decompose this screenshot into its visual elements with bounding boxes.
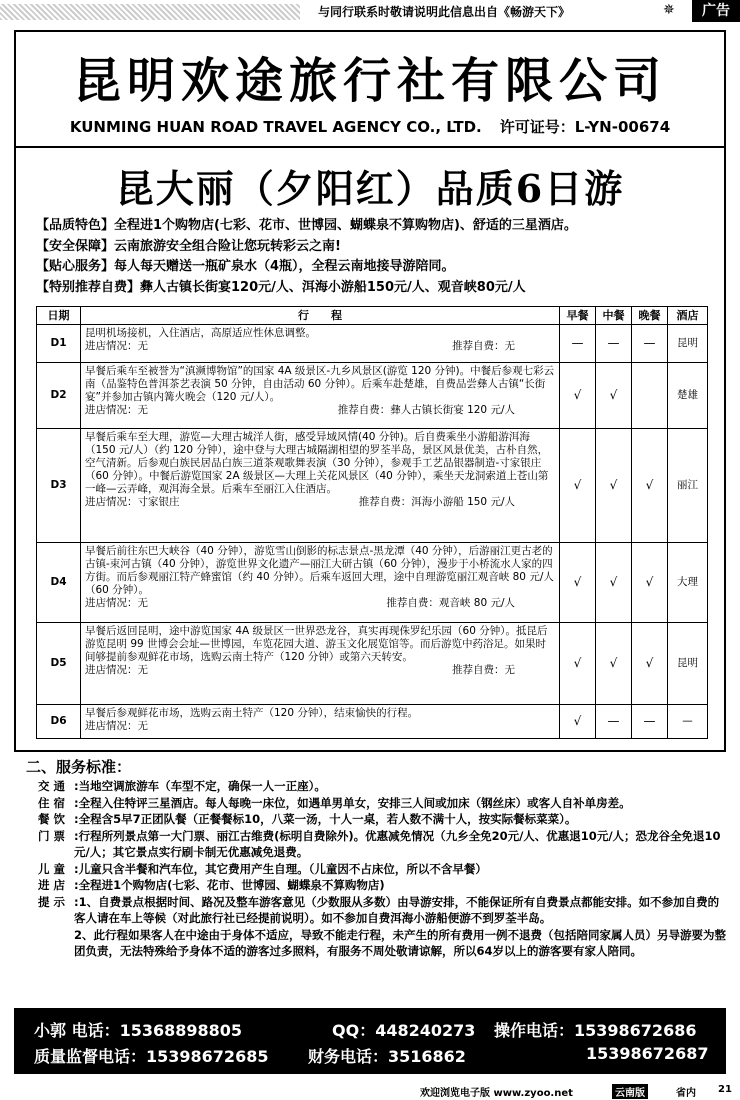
star-icon: ✵ [663, 2, 675, 18]
itinerary-cell [81, 325, 560, 363]
lunch-cell: — [596, 325, 632, 363]
standard-key: 住 宿 [38, 795, 66, 810]
company-name: 昆明欢途旅行社有限公司 [72, 53, 667, 109]
contact-quality: 质量监督电话：15398672685 [34, 1047, 269, 1066]
service-standards-title: 二、服务标准： [26, 758, 132, 776]
recommended-extras: 推荐自费：彝人古镇长街宴 120 元/人 [337, 404, 515, 416]
standard-row [38, 894, 728, 927]
shopping-status: 进店情况：无 [85, 720, 148, 732]
breakfast-cell: — [560, 325, 596, 363]
day-cell: D5 [37, 623, 81, 705]
itinerary-table [36, 306, 708, 739]
footer-brand: 云南版 [612, 1084, 648, 1099]
dinner-cell: — [632, 325, 668, 363]
lunch-cell: √ [596, 363, 632, 429]
header-lunch: 中餐 [596, 307, 632, 325]
standard-key: 儿 童 [38, 861, 66, 876]
standard-tip-2 [38, 927, 728, 960]
day-cell: D4 [37, 543, 81, 623]
lunch-cell: √ [596, 623, 632, 705]
lunch-cell: √ [596, 429, 632, 543]
header-itinerary: 行 程 [81, 307, 560, 325]
hotel-cell: 大理 [668, 543, 708, 623]
shopping-status: 进店情况：无 [85, 340, 148, 352]
ad-label: 广告 [692, 0, 740, 22]
standard-key: 提 示 [38, 894, 66, 909]
recommended-extras: 推荐自费：洱海小游船 150 元/人 [358, 496, 515, 508]
breakfast-cell: √ [560, 363, 596, 429]
contact-band [14, 1008, 726, 1074]
breakfast-cell: √ [560, 429, 596, 543]
hatch-pattern [0, 4, 300, 20]
tour-title: 昆大丽（夕阳红）品质6日游 [115, 166, 625, 211]
dinner-cell: √ [632, 623, 668, 705]
standard-key: 门 票 [38, 828, 66, 843]
table-header-row [37, 307, 708, 325]
day-cell: D3 [37, 429, 81, 543]
contact-finance: 财务电话：3516862 [308, 1047, 466, 1066]
standard-key: 交 通 [38, 779, 66, 793]
shopping-status: 进店情况：无 [85, 664, 148, 676]
header-breakfast: 早餐 [560, 307, 596, 325]
standard-row [38, 778, 728, 795]
lunch-cell: — [596, 705, 632, 739]
shopping-status: 进店情况：无 [85, 404, 148, 416]
shopping-status: 进店情况：寸家银庄 [85, 496, 180, 508]
table-row [37, 705, 708, 739]
table-row [37, 623, 708, 705]
footer-site: 欢迎浏览电子版 www.zyoo.net [420, 1088, 573, 1099]
standard-value: :全程入住特评三星酒店。每人每晚一床位，如遇单男单女，安排三人间或加床（钢丝床）或客人自补单房差。 [74, 795, 631, 810]
standard-value: :行程所列景点第一大门票、丽江古维费(标明自费除外)。优惠减免情况（九乡全免20元/人、优惠退10元/人；恐龙谷全免退10元/人；其它景点实行刷卡制无优惠减免退费。 [74, 828, 721, 859]
breakfast-cell: √ [560, 705, 596, 739]
contact-operations: 操作电话：15398672686 [494, 1021, 697, 1040]
dinner-cell: — [632, 705, 668, 739]
standard-value: 2、此行程如果客人在中途由于身体不适应，导致不能走行程，未产生的所有费用一例不退费（包括陪同家属人员）另导游要为整团负责，无法特殊给予身体不适的游客过多照料，有服务不周处敬请谅解，所以64岁以上的游客要有家人陪同。 [74, 927, 726, 958]
day-cell: D1 [37, 325, 81, 363]
standard-value: :儿童只含半餐和汽车位，其它费用产生自理。（儿童因不占床位，所以不含早餐） [74, 861, 487, 876]
itinerary-text: 早餐后参观鲜花市场，选购云南土特产（120 分钟），结束愉快的行程。 [85, 707, 419, 719]
standard-row [38, 877, 728, 894]
standard-row [38, 828, 728, 861]
company-english-name: KUNMING HUAN ROAD TRAVEL AGENCY CO., LTD. [69, 118, 482, 136]
contact-xiaoguo: 小郭 电话：15368898805 [34, 1021, 243, 1040]
hotel-cell: — [668, 705, 708, 739]
standard-value: :1、自费景点根据时间、路况及整车游客意见（少数服从多数）由导游安排，不能保证所有自费景点都能安排。如不参加自费的客人请在车上等候（对此旅行社已经提前说明）。如不参加自费洱海小游船便游不到罗荃半岛。 [74, 894, 720, 925]
itinerary-text: 早餐后前往东巴大峡谷（40 分钟），游览雪山倒影的标志景点-黑龙潭（40 分钟），后游丽江更古老的古镇-束河古镇（40 分钟），游览世界文化遗产—丽江大研古镇（60 分钟），漫步于小桥流水人家的四方街。而后参观丽江特产蜂蜜馆（约 40 分钟）。后乘车返回大理，途中自理游览丽江观音峡 80 元/人（60 分钟）。 [85, 545, 554, 596]
standard-row [38, 795, 728, 812]
page-footer [0, 1080, 740, 1100]
company-english-line [16, 116, 724, 137]
table-row [37, 543, 708, 623]
feature-item: 【品质特色】全程进1个购物店(七彩、花市、世博园、蝴蝶泉不算购物店)、舒适的三星酒店。 [36, 218, 577, 233]
contact-operations-2: 15398672687 [586, 1044, 709, 1063]
feature-item: 【安全保障】云南旅游安全组合险让您玩转彩云之南! [36, 238, 341, 254]
hotel-cell: 楚雄 [668, 363, 708, 429]
table-row [37, 429, 708, 543]
day-cell: D6 [37, 705, 81, 739]
lunch-cell: √ [596, 543, 632, 623]
table-row [37, 325, 708, 363]
hotel-cell: 丽江 [668, 429, 708, 543]
shopping-status: 进店情况：无 [85, 597, 148, 609]
standard-value: :当地空调旅游车（车型不定，确保一人一正座）。 [74, 779, 326, 793]
standard-row [38, 811, 728, 828]
day-cell: D2 [37, 363, 81, 429]
footer-section: 省内 [676, 1088, 696, 1099]
itinerary-text: 早餐后乘车至大理，游览—大理古城洋人街，感受异域风情(40 分钟)。后自费乘坐小游船游洱海（150 元/人）（约 120 分钟），途中登与大理古城隔湖相望的罗荃半岛，景区风景优美，古朴自然，空气清新。后参观白族民居品白族三道茶观歌舞表演（30 分钟），参观手工艺品银器制造-寸家银庄（60 分钟）。中餐后游览国家 2A 级景区—大理上关花风景区（40 分钟），乘坐天龙洞索道上苍山第一峰—云弄峰，观洱海全景。后乘车至丽江入住酒店。 [85, 431, 549, 495]
hotel-cell: 昆明 [668, 623, 708, 705]
recommended-extras: 推荐自费：观音峡 80 元/人 [386, 597, 515, 609]
itinerary-text: 昆明机场接机，入住酒店，高原适应性休息调整。 [85, 327, 316, 339]
service-standards [38, 778, 728, 960]
header-hotel: 酒店 [668, 307, 708, 325]
breakfast-cell: √ [560, 543, 596, 623]
top-notice-strip [0, 0, 740, 22]
standard-row [38, 861, 728, 878]
recommended-extras: 推荐自费：无 [452, 664, 515, 676]
feature-item: 【特别推荐自费】彝人古镇长街宴120元/人、洱海小游船150元/人、观音峡80元/人 [36, 279, 526, 295]
company-header [14, 30, 726, 146]
recommended-extras: 推荐自费：无 [452, 340, 515, 352]
breakfast-cell: √ [560, 623, 596, 705]
itinerary-text: 早餐后乘车至被誉为“滇濒博物馆”的国家 4A 级景区-九乡风景区(游览 120 分钟)。中餐后参观七彩云南（品鉴特色普洱茶艺表演 50 分钟，自由活动 60 分钟）。后乘车赴楚雄，自费品尝彝人古镇“长街宴”并参加古镇内篝火晚会（120 元/人）。 [85, 365, 555, 403]
standard-value: :全程含5早7正团队餐（正餐餐标10，八菜一汤，十人一桌，若人数不满十人，按实际餐标菜菜）。 [74, 812, 577, 826]
standard-value: :全程进1个购物店(七彩、花市、世博园、蝴蝶泉不算购物店) [74, 878, 385, 892]
license-number: 许可证号：L-YN-00674 [499, 118, 671, 136]
standard-key: 进 店 [38, 878, 66, 892]
dinner-cell: √ [632, 543, 668, 623]
itinerary-cell [81, 429, 560, 543]
itinerary-cell [81, 705, 560, 739]
table-row [37, 363, 708, 429]
contact-qq: QQ：448240273 [332, 1021, 476, 1040]
source-notice: 与同行联系时敬请说明此信息出自《畅游天下》 [318, 5, 571, 19]
hotel-cell: 昆明 [668, 325, 708, 363]
page-number: 21 [718, 1084, 732, 1095]
itinerary-cell [81, 623, 560, 705]
dinner-cell [632, 363, 668, 429]
itinerary-cell [81, 363, 560, 429]
tour-box [14, 146, 726, 752]
itinerary-text: 早餐后返回昆明，途中游览国家 4A 级景区一世界恐龙谷，真实再现侏罗纪乐园（60 分钟）。抵昆后游览昆明 99 世博会会址—世博园，车览花园大道、游玉文化展览馆等。而后游览中药浴足。如果时间够提前参观鲜花市场，选购云南土特产（120 分钟）或第六天转安。 [85, 625, 548, 663]
standard-key: 餐 饮 [38, 812, 66, 826]
itinerary-cell [81, 543, 560, 623]
header-date: 日期 [37, 307, 81, 325]
feature-list [36, 216, 716, 298]
feature-item: 【贴心服务】每人每天赠送一瓶矿泉水（4瓶），全程云南地接导游陪同。 [36, 259, 455, 274]
header-dinner: 晚餐 [632, 307, 668, 325]
dinner-cell: √ [632, 429, 668, 543]
